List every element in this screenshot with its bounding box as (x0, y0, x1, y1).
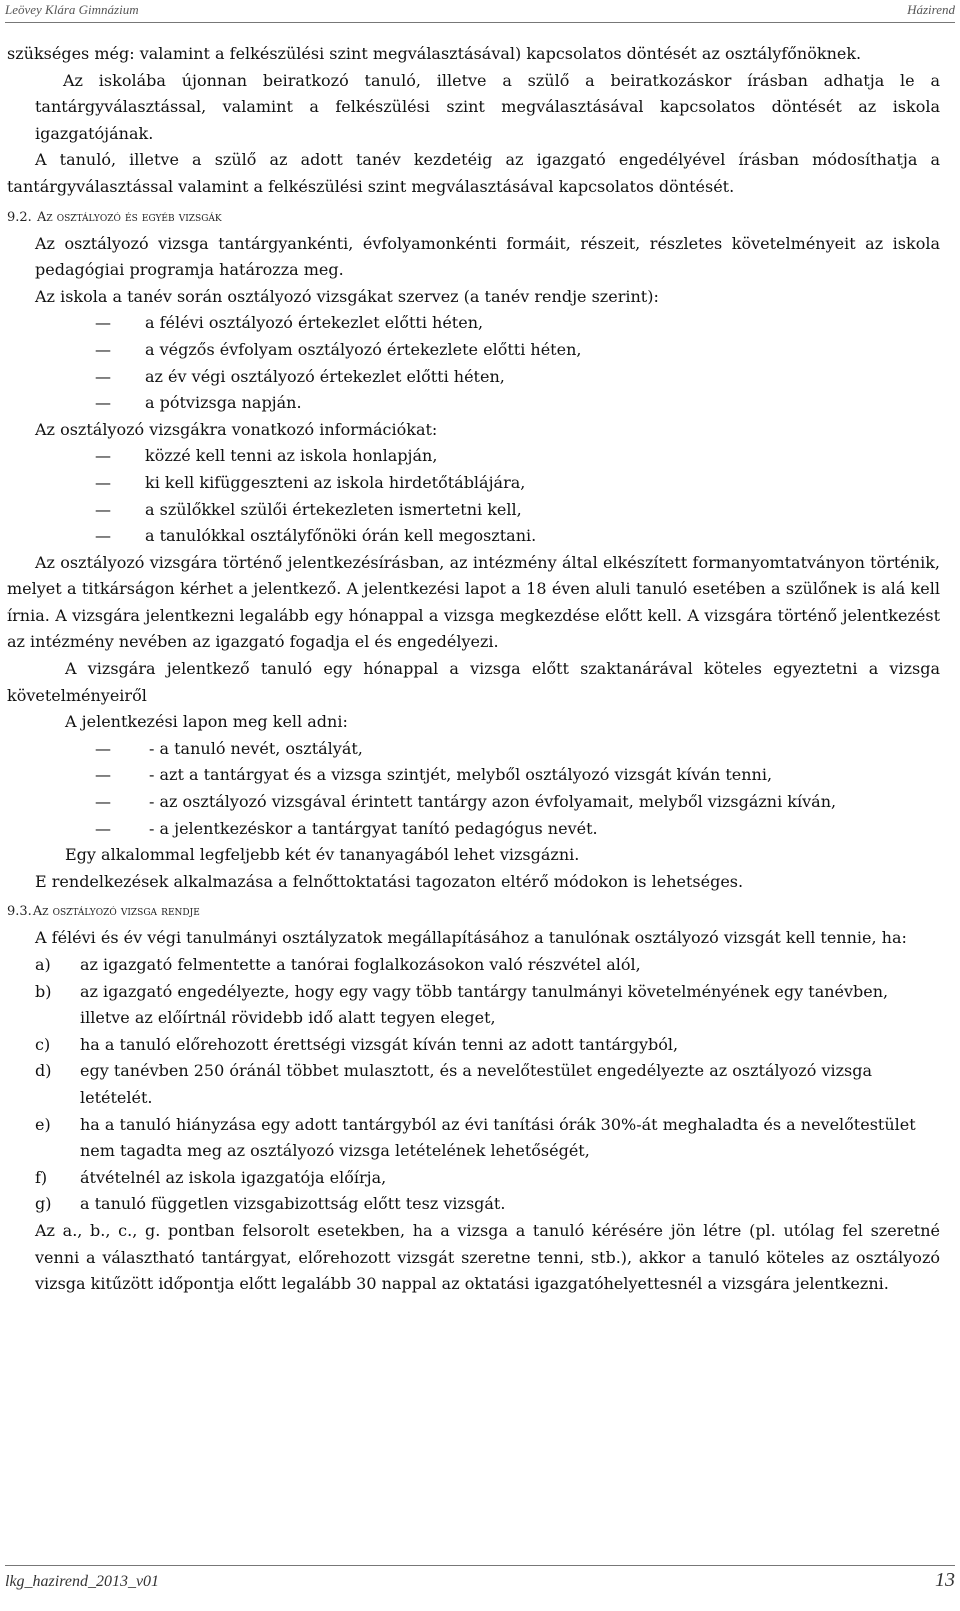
paragraph: A tanuló, illetve a szülő az adott tanév kezdetéig az igazgató engedélyével írásban módosíthatja a tantárgyválasztással valamint a felkészülési szint megválasztásával kapcsolatos döntését. (7, 150, 940, 196)
list-item: — - a jelentkezéskor a tantárgyat tanító pedagógus nevét. (95, 818, 598, 838)
list-item: c) ha a tanuló előrehozott érettségi vizsgát kíván tenni az adott tantárgyból, (35, 1034, 679, 1054)
document-body (7, 41, 940, 1298)
footer-filename: lkg_hazirend_2013_v01 (5, 1573, 160, 1590)
list-item: — - azt a tantárgyat és a vizsga szintjét, melyből osztályozó vizsgát kíván tenni, (95, 765, 773, 785)
paragraph: Az osztályozó vizsgára történő jelentkezésírásban, az intézmény által elkészített formanyomtatványon történik, melyet a titkárságon kérhet a jelentkező. A jelentkezési lapot a 18 éven aluli tanuló esetében a szülőnek is alá kell írnia. A vizsgára jelentkezni legalább egy hónappal a vizsga megkezdése előtt kell. A vizsgára történő jelentkezést az intézmény nevében az igazgató fogadja el és engedélyezi. (7, 552, 940, 652)
paragraph: szükséges még: valamint a felkészülési szint megválasztásával) kapcsolatos döntését az osztályfőnöknek. (7, 44, 862, 63)
paragraph: Az a., b., c., g. pontban felsorolt esetekben, ha a vizsga a tanuló kérésére jön létre (pl. utólag fel szeretné venni a választható tantárgyat, előrehozott vizsgát szeretne tenni, stb.), akkor a tanuló köteles az osztályozó vizsga kitűzött időpontja előtt legalább 30 nappal az oktatási igazgatóhelyettesnél a vizsgára jelentkezni. (35, 1220, 940, 1294)
list-item: — a szülőkkel szülői értekezleten ismertetni kell, (95, 499, 522, 519)
paragraph: E rendelkezések alkalmazása a felnőttoktatási tagozaton eltérő módokon is lehetséges. (35, 871, 744, 891)
paragraph: Az iskola a tanév során osztályozó vizsgákat szervez (a tanév rendje szerint): (35, 286, 659, 306)
list-item: — a tanulókkal osztályfőnöki órán kell megosztani. (95, 526, 537, 546)
section-heading-9-3: 9.3.Az osztályozó vizsga rendje (7, 904, 200, 920)
paragraph: A jelentkezési lapon meg kell adni: (65, 712, 348, 732)
paragraph: Az osztályozó vizsga tantárgyankénti, évfolyamonkénti formáit, részeit, részletes követelményeit az iskola pedagógiai programja határozza meg. (35, 233, 940, 280)
list-item: a) az igazgató felmentette a tanórai foglalkozásokon való részvétel alól, (35, 955, 641, 974)
list-item: — a végzős évfolyam osztályozó értekezlete előtti héten, (95, 339, 582, 359)
list-item: — a pótvizsga napján. (95, 393, 302, 413)
paragraph: Az iskolába újonnan beiratkozó tanuló, illetve a szülő a beiratkozáskor írásban adhatja le a tantárgyválasztással, valamint a felkészülési szint megválasztásával kapcsolatos döntését az iskola igazgatójának. (35, 70, 940, 143)
list-item: e) ha a tanuló hiányzása egy adott tantárgyból az évi tanítási órák 30%-át meghaladta és a nevelőtestület nem tagadta meg az osztályozó vizsga letételének lehetőségét, (35, 1114, 916, 1161)
footer-rule (5, 1565, 955, 1566)
list-item: b) az igazgató engedélyezte, hogy egy vagy több tantárgy tanulmányi követelményének egy tanévben, illetve az előírtnál rövidebb idő alatt tegyen eleget, (35, 981, 889, 1028)
page-number: 13 (935, 1569, 955, 1591)
list-item: — közzé kell tenni az iskola honlapján, (95, 446, 438, 466)
section-heading-9-2: 9.2. Az osztályozó és egyéb vizsgák (7, 209, 222, 225)
header-rule (5, 22, 955, 23)
page-header (5, 0, 955, 22)
list-item: — - a tanuló nevét, osztályát, (95, 738, 363, 758)
list-item: — ki kell kifüggeszteni az iskola hirdetőtáblájára, (95, 472, 526, 492)
header-doc-title: Házirend (907, 2, 955, 17)
header-school-name: Leövey Klára Gimnázium (5, 2, 139, 17)
paragraph: A vizsgára jelentkező tanuló egy hónappal a vizsga előtt szaktanárával köteles egyeztetni a vizsga követelményeiről (7, 659, 940, 705)
list-item: g) a tanuló független vizsgabizottság előtt tesz vizsgát. (35, 1194, 506, 1214)
list-item: — az év végi osztályozó értekezlet előtti héten, (95, 366, 505, 386)
list-item: d) egy tanévben 250 óránál többet mulasztott, és a nevelőtestület engedélyezte az osztályozó vizsga letételét. (35, 1061, 873, 1107)
list-item: f) átvételnél az iskola igazgatója előírja, (35, 1167, 387, 1187)
paragraph: Az osztályozó vizsgákra vonatkozó információkat: (35, 419, 438, 439)
list-item: — - az osztályozó vizsgával érintett tantárgy azon évfolyamait, melyből vizsgázni kíván, (95, 792, 837, 812)
paragraph: Egy alkalommal legfeljebb két év tananyagából lehet vizsgázni. (65, 845, 580, 865)
paragraph: A félévi és év végi tanulmányi osztályzatok megállapításához a tanulónak osztályozó vizsgát kell tennie, ha: (35, 928, 907, 948)
list-item: — a félévi osztályozó értekezlet előtti héten, (95, 313, 484, 333)
